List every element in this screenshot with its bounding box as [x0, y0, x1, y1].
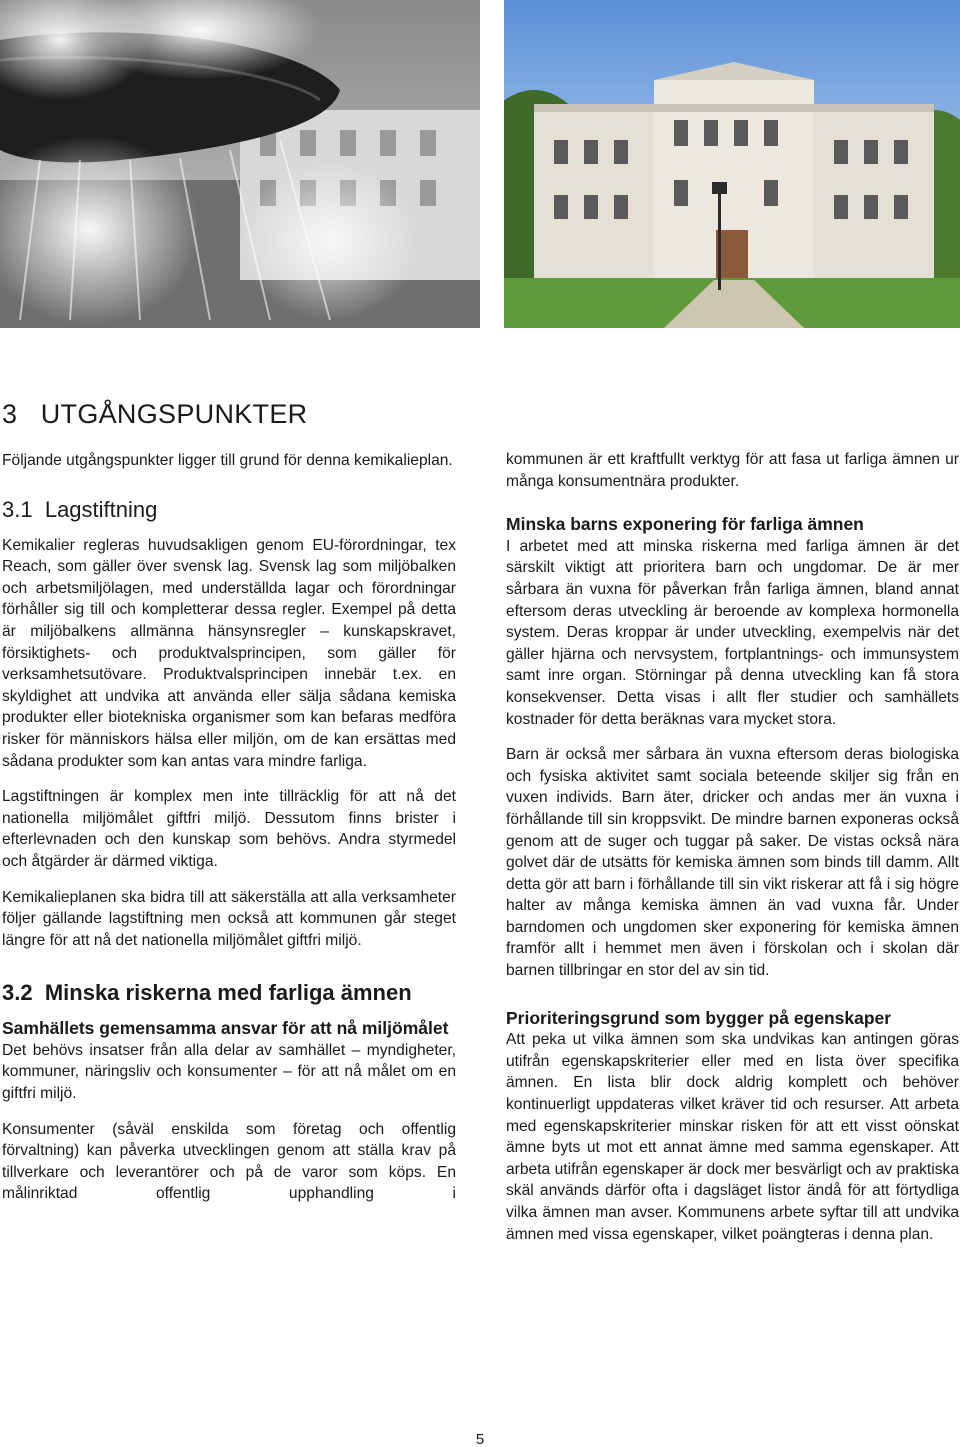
left-column [2, 398, 456, 1205]
building-illustration [504, 0, 960, 328]
minska-heading [2, 979, 456, 1006]
lagstiftning-number: 3.1 [2, 496, 33, 522]
minska-title: Minska riskerna med farliga ämnen [44, 980, 412, 1006]
section-heading [2, 398, 456, 430]
lagstiftning-paragraph-1: Kemikalier regleras huvudsakligen genom EU-förordningar, tex Reach, som gäller över svensk lag. Svensk lag som miljöbalken och arbetsmiljölagen, med underställda lagar och förordningar förhåller sig till och kompletterar dessa regler. Exempel på detta är miljöbalkens allmänna hänsynsregler – kunskapskravet, försiktighets- och produktvalsprincipen, som gäller för verksamhetsutövare. Produktvalsprincipen innebär t.ex. en skyldighet att undvika att använda eller sälja sådana kemiska produkter eller biotekniska organismer som kan befaras medföra risker för människors hälsa eller miljön, om de kan ersättas med sådana produkter som kan antas vara mindre farliga. [2, 536, 456, 770]
lagstiftning-heading [2, 496, 456, 523]
fountain-illustration [0, 0, 480, 328]
prioriteringsgrund-heading: Prioriteringsgrund som bygger på egenskaper [506, 1007, 892, 1028]
barns-exponering-heading: Minska barns exponering för farliga ämnen [506, 514, 864, 535]
samhallets-ansvar-heading: Samhällets gemensamma ansvar för att nå miljömålet [2, 1018, 449, 1039]
samhallets-ansvar-paragraph-2: Konsumenter (såväl enskilda som företag och offentlig förvaltning) kan påverka utvecklingen genom att ställa krav på tillverkare och leverantörer och på de varor som köps. En målinriktad offentlig upphandling i [2, 1120, 456, 1203]
fountain-photo [0, 0, 480, 328]
section-number: 3 [2, 399, 18, 429]
lagstiftning-paragraph-3: Kemikalieplanen ska bidra till att säkerställa att alla verksamheter följer gällande lagstiftning men också att kommunen går steget längre för att nå det nationella miljömålet giftfri miljö. [2, 888, 456, 949]
barns-exponering-paragraph-1: I arbetet med att minska riskerna med farliga ämnen är det särskilt viktigt att prioritera barn och ungdomar. De är mer sårbara än vuxna för påverkan från farliga ämnen, bland annat eftersom deras utveckling är beroende av komplexa hormonella system. Deras kroppar är under utveckling, exempelvis när det gäller hjärna och nervsystem, fortplantnings- och immunsystem samt inre organ. Störningar på denna utveckling kan få stora konsekvenser. Detta visas i allt fler studier och samhällets kostnader för detta beräknas vara mycket stora. [506, 537, 959, 728]
lagstiftning-title: Lagstiftning [44, 496, 158, 522]
section-intro: Följande utgångspunkter ligger till grund för denna kemikalieplan. [2, 452, 453, 469]
barns-exponering-paragraph-2: Barn är också mer sårbara än vuxna eftersom deras biologiska och fysiska aktivitet samt sociala beteende skiljer sig från en vuxen individs. Barn äter, dricker och andas mer än vuxna i förhållande till sin kroppsvikt. De mindre barnen exponeras också genom att de suger och tuggar på saker. De vistas också nära golvet där de utsätts för kemiska ämnen som binds till damm. Allt detta gör att barn i förhållande till sin vikt riskerar att få i sig högre halter av många kemiska ämnen än vad vuxna får. Under barndomen och ungdomen sker exponering för kemiska ämnen framför allt i hemmet men även i förskolan och i skolan där barnen tillbringar en stor del av sin tid. [506, 746, 959, 980]
section-title: UTGÅNGSPUNKTER [40, 399, 308, 429]
minska-number: 3.2 [2, 980, 33, 1006]
building-photo [504, 0, 960, 328]
samhallets-ansvar-paragraph-1: Det behövs insatser från alla delar av samhället – myndigheter, kommuner, näringsliv och konsumenter – för att nå målet om en giftfri miljö. [2, 1041, 456, 1103]
samhallets-ansvar-paragraph-2-continued: kommunen är ett kraftfullt verktyg för att fasa ut farliga ämnen ur många konsumentnära produkter. [506, 451, 959, 490]
prioriteringsgrund-paragraph: Att peka ut vilka ämnen som ska undvikas kan antingen göras utifrån egenskapskriterier eller med en lista över specifika ämnen. En lista blir dock aldrig komplett och behöver kontinuerligt uppdateras vilket kräver tid och resurser. Att arbeta med egenskapskriterier minskar risken för att ett visst oönskat ämne byts ut mot ett annat ämne med samma egenskaper. Att arbeta utifrån egenskaper är dock mer besvärligt och av praktiska skäl används därför ofta i dagsläget listor ändå för att förtydliga vilka ämnen man avser. Kommunens arbete syftar till att undvika ämnen med vissa egenskaper, vilket poängteras i denna plan. [506, 1031, 959, 1243]
right-column [506, 449, 959, 1245]
page-number: 5 [475, 1431, 485, 1447]
lagstiftning-paragraph-2: Lagstiftningen är komplex men inte tillräcklig för att nå det nationella miljömålet giftfri miljö. Dessutom finns brister i efterlevnaden och den kunskap som behövs. Andra styrmedel och åtgärder är därmed viktiga. [2, 788, 456, 870]
